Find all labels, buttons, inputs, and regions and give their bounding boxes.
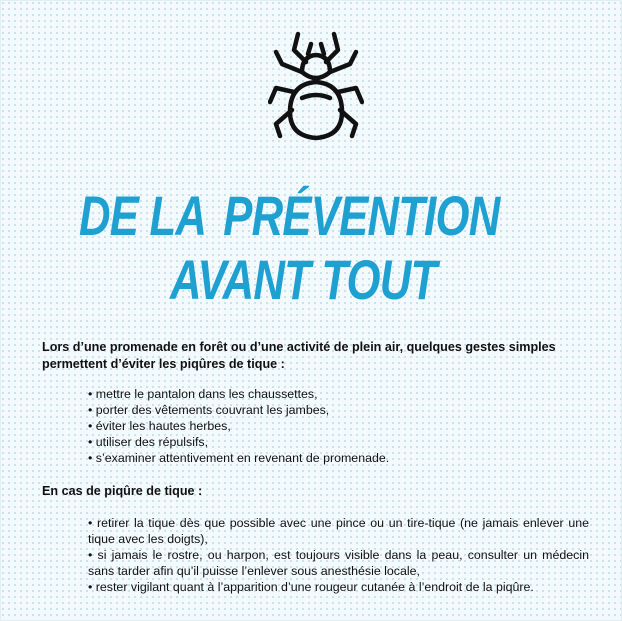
- list-item: • mettre le pantalon dans les chaussettes,: [88, 387, 318, 401]
- bite-heading: En cas de piqûre de tique :: [42, 484, 203, 498]
- title-part-2: PRÉVENTION: [223, 184, 500, 247]
- list-item: • si jamais le rostre, ou harpon, est toujours visible dans la peau, consulter un médecin sans tarder afin qu’il puisse l’enlever sous anesthésie locale,: [88, 548, 589, 578]
- list-item: • éviter les hautes herbes,: [88, 419, 231, 433]
- list-item: • retirer la tique dès que possible avec une pince ou un tire-tique (ne jamais enlever une tique avec les doigts),: [88, 516, 589, 546]
- list-item: • utiliser des répulsifs,: [88, 435, 209, 449]
- page-title-line-1: [79, 184, 564, 247]
- page-title-line-2: AVANT TOUT: [170, 248, 437, 311]
- bite-list: [88, 515, 589, 595]
- title-part-1: DE LA: [79, 184, 207, 247]
- tick-icon: [268, 28, 364, 146]
- prevention-list: [88, 386, 588, 466]
- intro-paragraph: Lors d’une promenade en forêt ou d’une activité de plein air, quelques gestes simples permettent d’éviter les piqûres de tique :: [42, 340, 556, 371]
- list-item: • s’examiner attentivement en revenant de promenade.: [88, 451, 390, 465]
- list-item: • porter des vêtements couvrant les jambes,: [88, 403, 330, 417]
- list-item: • rester vigilant quant à l’apparition d’une rougeur cutanée à l’endroit de la piqûre.: [88, 580, 534, 594]
